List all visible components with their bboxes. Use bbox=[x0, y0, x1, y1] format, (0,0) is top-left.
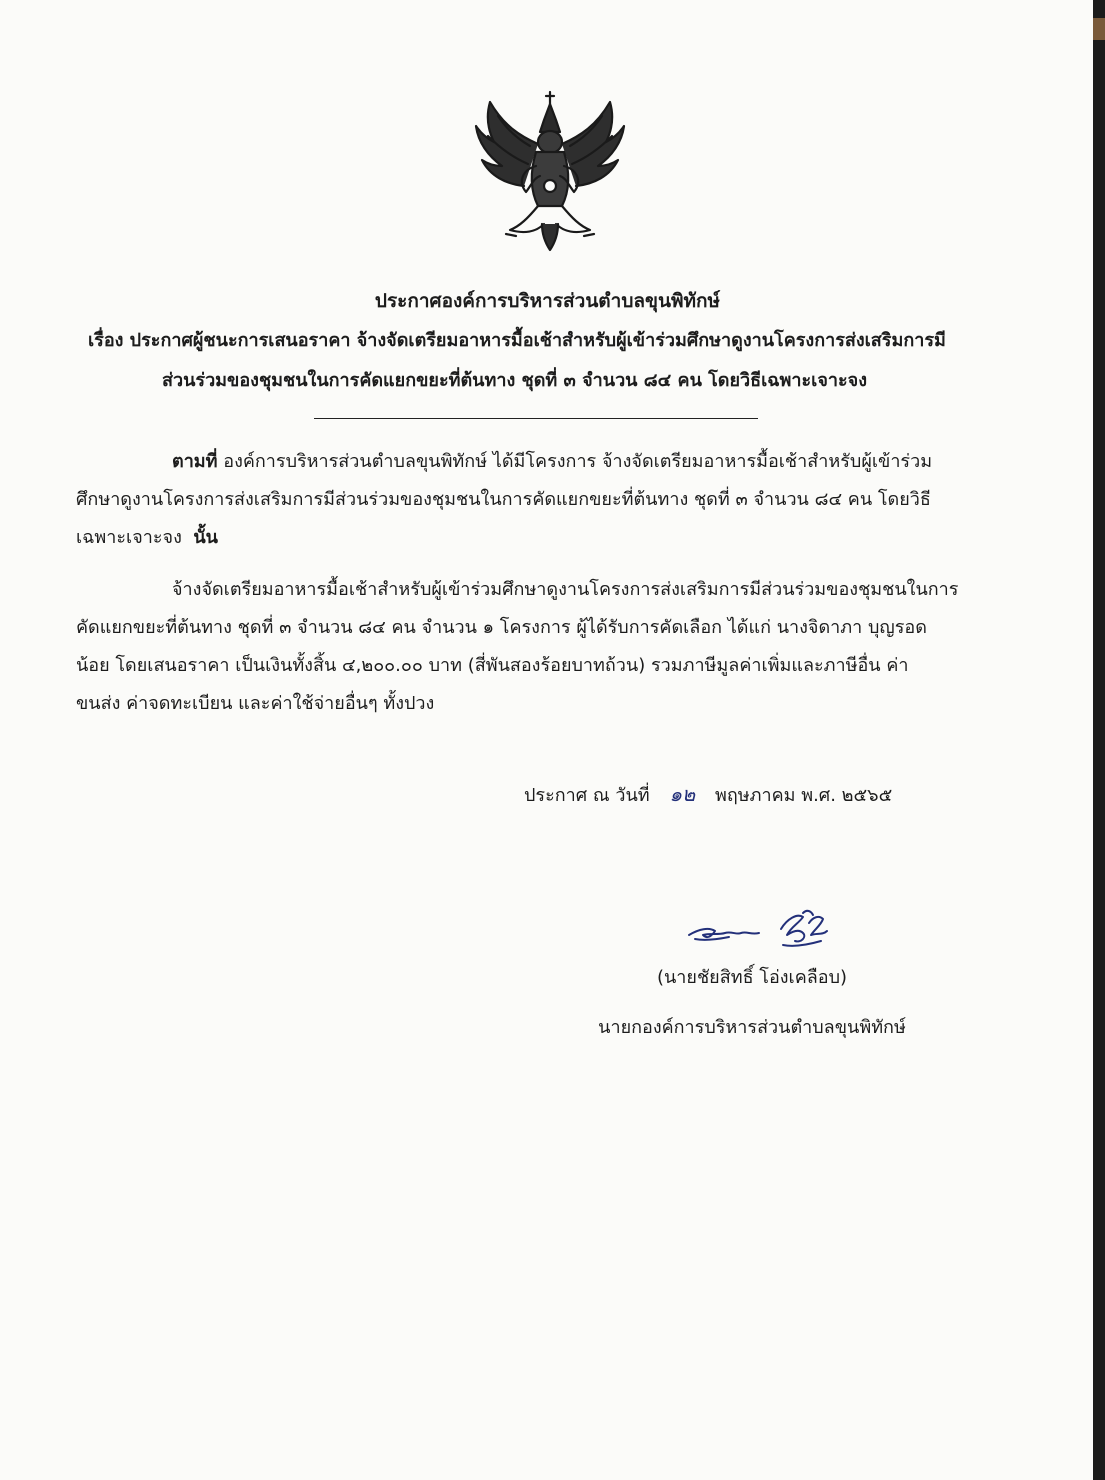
para2-line-4: ขนส่ง ค่าจดทะเบียน และค่าใช้จ่ายอื่นๆ ทั้งปวง bbox=[76, 693, 435, 714]
garuda-emblem-icon bbox=[470, 86, 630, 256]
subject-line-1: เรื่อง ประกาศผู้ชนะการเสนอราคา จ้างจัดเตรียมอาหารมื้อเช้าสำหรับผู้เข้าร่วมศึกษาดูงานโครงการส่งเสริมการมี bbox=[88, 330, 946, 351]
signature-image bbox=[685, 905, 835, 955]
para2-line-1: จ้างจัดเตรียมอาหารมื้อเช้าสำหรับผู้เข้าร่วมศึกษาดูงานโครงการส่งเสริมการมีส่วนร่วมของชุมชนในการ bbox=[172, 579, 959, 600]
signatory-name: (นายชัยสิทธิ์ โอ่งเคลือบ) bbox=[656, 967, 848, 988]
date-month-year: พฤษภาคม พ.ศ. ๒๕๖๕ bbox=[714, 785, 893, 806]
title-divider bbox=[314, 418, 758, 419]
subject-line-2: ส่วนร่วมของชุมชนในการคัดแยกขยะที่ต้นทาง ชุดที่ ๓ จำนวน ๘๔ คน โดยวิธีเฉพาะเจาะจง bbox=[162, 370, 867, 391]
para1-line-1-text: องค์การบริหารส่วนตำบลขุนพิทักษ์ ได้มีโครงการ จ้างจัดเตรียมอาหารมื้อเช้าสำหรับผู้เข้าร่วม bbox=[217, 451, 933, 472]
para1-line-3 bbox=[76, 522, 218, 551]
scan-edge bbox=[1093, 0, 1105, 1480]
para1-line-1 bbox=[172, 446, 932, 475]
date-day: ๑๒ bbox=[669, 782, 696, 806]
announcement-date bbox=[524, 778, 892, 810]
para1-line-3-text: เฉพาะเจาะจง bbox=[76, 527, 182, 548]
para2-line-3: น้อย โดยเสนอราคา เป็นเงินทั้งสิ้น ๔,๒๐๐.๐๐ บาท (สี่พันสองร้อยบาทถ้วน) รวมภาษีมูลค่าเพิ่มและภาษีอื่น ค่า bbox=[76, 655, 909, 676]
announcement-title: ประกาศองค์การบริหารส่วนตำบลขุนพิทักษ์ bbox=[374, 290, 721, 312]
signatory-position: นายกองค์การบริหารส่วนตำบลขุนพิทักษ์ bbox=[598, 1017, 906, 1038]
date-prefix: ประกาศ ณ วันที่ bbox=[524, 785, 650, 806]
para1-line-2: ศึกษาดูงานโครงการส่งเสริมการมีส่วนร่วมของชุมชนในการคัดแยกขยะที่ต้นทาง ชุดที่ ๓ จำนวน ๘๔ คน โดยวิธี bbox=[76, 489, 931, 510]
para1-end: นั้น bbox=[193, 527, 218, 548]
para1-lead: ตามที่ bbox=[172, 451, 218, 472]
scan-edge-corner bbox=[1093, 18, 1105, 40]
para2-line-2: คัดแยกขยะที่ต้นทาง ชุดที่ ๓ จำนวน ๘๔ คน จำนวน ๑ โครงการ ผู้ได้รับการคัดเลือก ได้แก่ นางจิดาภา บุญรอด bbox=[76, 617, 927, 638]
